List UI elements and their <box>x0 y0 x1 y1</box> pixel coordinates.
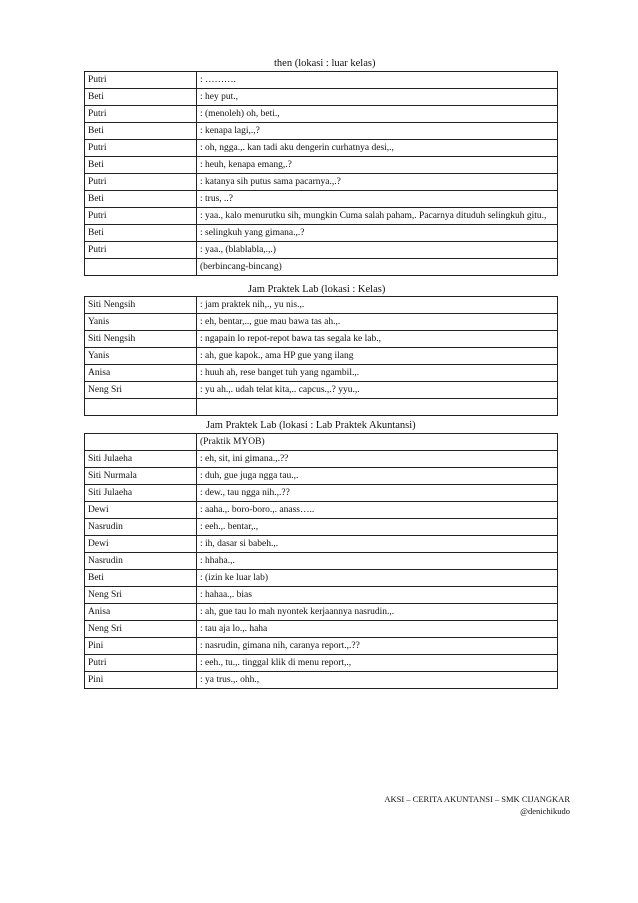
scene-title: then (lokasi : luar kelas) <box>274 58 376 69</box>
speaker-cell: Putri <box>85 106 197 123</box>
line-cell: : kenapa lagi,.,? <box>197 123 558 140</box>
line-cell: : huuh ah, rese banget tuh yang ngambil.,. <box>197 365 558 382</box>
dialogue-row <box>85 365 558 382</box>
page-footer <box>384 793 570 817</box>
line-cell <box>197 399 558 416</box>
dialogue-table <box>84 71 558 276</box>
speaker-cell: Anisa <box>85 604 197 621</box>
line-cell: : aaha.,. boro-boro.,. anass….. <box>197 502 558 519</box>
speaker-cell: Yanis <box>85 348 197 365</box>
dialogue-row <box>85 348 558 365</box>
speaker-cell: Putri <box>85 72 197 89</box>
speaker-cell: Dewi <box>85 502 197 519</box>
dialogue-row <box>85 174 558 191</box>
dialogue-row <box>85 553 558 570</box>
dialogue-row <box>85 468 558 485</box>
line-cell: : hahaa.,. bias <box>197 587 558 604</box>
line-cell: : heuh, kenapa emang,.? <box>197 157 558 174</box>
dialogue-row <box>85 399 558 416</box>
line-cell: : tau aja lo.,. haha <box>197 621 558 638</box>
line-cell: : ih, dasar si babeh.,. <box>197 536 558 553</box>
speaker-cell: Beti <box>85 123 197 140</box>
line-cell: : ngapain lo repot-repot bawa tas segala ke lab., <box>197 331 558 348</box>
scene-title: Jam Praktek Lab (lokasi : Lab Praktek Akuntansi) <box>206 420 416 431</box>
footer-author: @denichikudo <box>520 806 570 816</box>
speaker-cell: Putri <box>85 140 197 157</box>
line-cell: : eh, bentar,.., gue mau bawa tas ah.,. <box>197 314 558 331</box>
footer-title: AKSI – CERITA AKUNTANSI – SMK CIJANGKAR <box>384 794 570 804</box>
dialogue-row <box>85 502 558 519</box>
scene-title: Jam Praktek Lab (lokasi : Kelas) <box>248 284 386 295</box>
dialogue-row <box>85 570 558 587</box>
speaker-cell: Nasrudin <box>85 519 197 536</box>
dialogue-row <box>85 451 558 468</box>
line-cell: : eeh., tu.,. tinggal klik di menu report,., <box>197 655 558 672</box>
speaker-cell: Siti Julaeha <box>85 451 197 468</box>
line-cell: : ah, gue kapok., ama HP gue yang ilang <box>197 348 558 365</box>
speaker-cell: Putri <box>85 208 197 225</box>
speaker-cell: Pini <box>85 638 197 655</box>
line-cell: : ………. <box>197 72 558 89</box>
dialogue-row <box>85 314 558 331</box>
line-cell: : eh, sit, ini gimana.,.?? <box>197 451 558 468</box>
speaker-cell: Putri <box>85 242 197 259</box>
speaker-cell: Anisa <box>85 365 197 382</box>
dialogue-table <box>84 433 558 689</box>
line-cell: : ya trus.,. ohh., <box>197 672 558 689</box>
dialogue-row <box>85 140 558 157</box>
speaker-cell: Putri <box>85 655 197 672</box>
dialogue-row <box>85 89 558 106</box>
line-cell: : jam praktek nih,., yu nis.,. <box>197 297 558 314</box>
line-cell: : nasrudin, gimana nih, caranya report.,.?? <box>197 638 558 655</box>
dialogue-row <box>85 621 558 638</box>
speaker-cell: Yanis <box>85 314 197 331</box>
speaker-cell: Siti Nurmala <box>85 468 197 485</box>
line-cell: : yu ah.,. udah telat kita,.. capcus.,.? yyu.,. <box>197 382 558 399</box>
line-cell: : (menoleh) oh, beti., <box>197 106 558 123</box>
speaker-cell: Beti <box>85 157 197 174</box>
line-cell: : selingkuh yang gimana.,.? <box>197 225 558 242</box>
line-cell: : oh, ngga.,. kan tadi aku dengerin curhatnya desi,., <box>197 140 558 157</box>
speaker-cell <box>85 434 197 451</box>
dialogue-row <box>85 485 558 502</box>
speaker-cell: Neng Sri <box>85 621 197 638</box>
speaker-cell: Neng Sri <box>85 382 197 399</box>
dialogue-row <box>85 655 558 672</box>
line-cell: : trus, ..? <box>197 191 558 208</box>
speaker-cell: Nasrudin <box>85 553 197 570</box>
line-cell: : hhaha.,. <box>197 553 558 570</box>
dialogue-row <box>85 519 558 536</box>
dialogue-row <box>85 106 558 123</box>
line-cell: : dew., tau ngga nih.,.?? <box>197 485 558 502</box>
dialogue-row <box>85 297 558 314</box>
dialogue-row <box>85 225 558 242</box>
line-cell: : yaa., kalo menurutku sih, mungkin Cuma salah paham,. Pacarnya dituduh selingkuh gitu., <box>197 208 558 225</box>
dialogue-row <box>85 72 558 89</box>
speaker-cell <box>85 399 197 416</box>
dialogue-row <box>85 638 558 655</box>
line-cell: : eeh.,. bentar,., <box>197 519 558 536</box>
dialogue-row <box>85 123 558 140</box>
speaker-cell: Beti <box>85 570 197 587</box>
speaker-cell: Beti <box>85 225 197 242</box>
dialogue-row <box>85 242 558 259</box>
dialogue-row <box>85 536 558 553</box>
dialogue-row <box>85 331 558 348</box>
speaker-cell: Siti Nengsih <box>85 297 197 314</box>
line-cell: : yaa., (blablabla,.,.) <box>197 242 558 259</box>
speaker-cell <box>85 259 197 276</box>
line-cell: : (izin ke luar lab) <box>197 570 558 587</box>
dialogue-row <box>85 259 558 276</box>
dialogue-row <box>85 604 558 621</box>
dialogue-row <box>85 157 558 174</box>
dialogue-row <box>85 208 558 225</box>
speaker-cell: Pini <box>85 672 197 689</box>
dialogue-row <box>85 434 558 451</box>
speaker-cell: Beti <box>85 89 197 106</box>
dialogue-table <box>84 296 558 416</box>
speaker-cell: Beti <box>85 191 197 208</box>
line-cell: (Praktik MYOB) <box>197 434 558 451</box>
speaker-cell: Neng Sri <box>85 587 197 604</box>
dialogue-row <box>85 672 558 689</box>
line-cell: (berbincang-bincang) <box>197 259 558 276</box>
dialogue-row <box>85 191 558 208</box>
line-cell: : katanya sih putus sama pacarnya.,.? <box>197 174 558 191</box>
speaker-cell: Siti Nengsih <box>85 331 197 348</box>
speaker-cell: Putri <box>85 174 197 191</box>
line-cell: : duh, gue juga ngga tau.,. <box>197 468 558 485</box>
line-cell: : hey put., <box>197 89 558 106</box>
speaker-cell: Siti Julaeha <box>85 485 197 502</box>
line-cell: : ah, gue tau lo mah nyontek kerjaannya nasrudin.,. <box>197 604 558 621</box>
speaker-cell: Dewi <box>85 536 197 553</box>
dialogue-row <box>85 587 558 604</box>
dialogue-row <box>85 382 558 399</box>
